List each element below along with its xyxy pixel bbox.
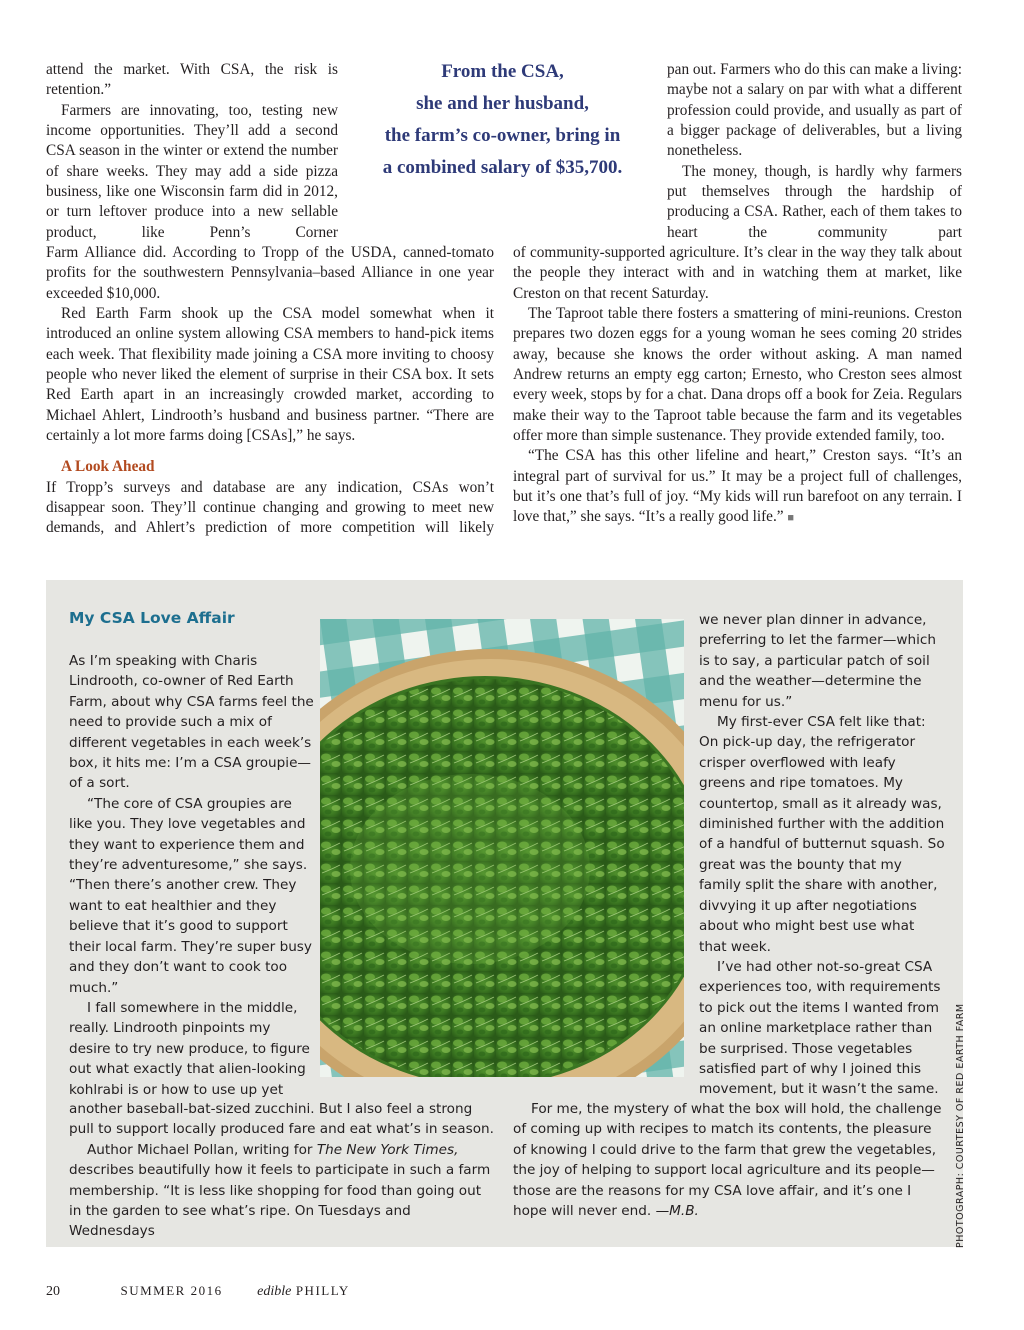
article-paragraph: Red Earth Farm shook up the CSA model somewhat when it introduced an online system allowing CSA members to hand-pick items each week. That flexibility made joining a CSA more inviting to choosy people who never liked the element of surprise in their CSA box. It sets Red Earth apart in an increasingly crowded market, according to Michael Ahlert, Lindrooth’s husband and business partner. “There are certainly a lot more farms doing [CSAs],” he says. [46,305,494,445]
article-paragraph: The money, though, is hardly why farmers put themselves through the hardship of producing a CSA. Rather, each of them takes to heart the community part [667,162,962,241]
pull-quote-line: From the CSA, [441,61,564,82]
sidebar-paragraph: As I’m speaking with Charis Lindrooth, co-owner of Red Earth Farm, about why CSA farms feel the need to provide such a mix of different vegetables in each week’s box, it hits me: I’m a CSA groupie—of a sort. [69,653,314,792]
pollan-intro: Author Michael Pollan, writing for [87,1141,317,1158]
closing-text: For me, the mystery of what the box will hold, the challenge of coming up with recipes to match its contents, the pleasure of knowing I could drive to the farm that grew the vegetables, the joy of helping to support local agriculture and its people—those are the reasons for my CSA love affair, and it’s one I hope will never end. [513,1101,942,1220]
page-footer [46,1283,446,1300]
pull-quote-line: the farm’s co-owner, bring in [384,125,621,146]
sidebar-paragraph: I fall somewhere in the middle, really. Lindrooth pinpoints my desire to try new produce, to figure out what exactly that alien-looking kohlrabi is or how to use up yet [69,999,310,1098]
article-paragraph [513,446,962,528]
article-paragraph: The Taproot table there fosters a smattering of mini-reunions. Creston prepares two dozen eggs for a young woman he sees coming 20 strides away, because she knows the order without asking. A man named Andrew returns an empty egg carton; Ernesto, who Creston sees almost every week, stops by for a chat. Dana drops off a book for Zeia. Regulars make their way to the Taproot table because the farm and its vegetables offer more than simple sustenance. They provide extended family, too. [513,305,962,445]
article-col2-bottom [513,243,962,529]
sidebar-left-column [69,651,315,1100]
sidebar-paragraph [69,1140,497,1242]
article-col1-bottom [46,243,494,539]
sidebar-title: My CSA Love Affair [69,609,235,627]
pollan-quote: describes beautifully how it feels to participate in such a farm membership. “It is less like shopping for food than going out in the garden to see what’s ripe. On Tuesdays and Wednesdays [69,1162,491,1240]
pull-quote-line: a combined salary of $35,700. [382,157,623,178]
brand-edible: edible [257,1284,292,1299]
author-signature: —M.B. [655,1203,699,1220]
brand-philly: PHILLY [295,1283,350,1298]
pull-quote [355,56,650,184]
sidebar-paragraph: I’ve had other not-so-great CSA experiences too, with requirements to pick out the items I wanted from an online marketplace rather than be surprised. Those vegetables satisfied part of why I joined this movement, but it wasn’t the same. [699,958,941,1098]
publication-title: The New York Times, [316,1141,459,1158]
end-mark-icon: ■ [787,512,795,525]
brand-logo [257,1284,350,1299]
sidebar-paragraph: another baseball-bat-sized zucchini. But I also feel a strong pull to support locally produced fare and eat what’s in season. [69,1101,494,1138]
article-paragraph: of community-supported agriculture. It’s clear in the way they talk about the people they interact with and in watching them at market, like Creston on that recent Saturday. [513,244,962,302]
article-paragraph: If Tropp’s surveys and database are any indication, CSAs won’t disappear soon. They’ll continue changing and growing to meet new demands, and Ahlert’s prediction of more competition will likely [46,478,494,537]
issue-label: SUMMER 2016 [120,1283,223,1298]
article-paragraph: attend the market. With CSA, the risk is retention.” [46,61,338,99]
sidebar-bottom-left [69,1099,497,1242]
sidebar-paragraph: “The core of CSA groupies are like you. They love vegetables and they want to experience them and they’re adventuresome,” she says. “Then there’s another crew. They want to eat healthier and they believe that it’s good to support their local farm. They’re super busy and they don’t want to cook too much.” [69,795,312,996]
article-closing-text: “The CSA has this other lifeline and heart,” Creston says. “It’s an integral part of survival for us.” It may be a project full of challenges, but it’s one that’s full of joy. “My kids will run barefoot on any terrain. I love that,” she says. “It’s a really good life.” [513,447,962,526]
section-subhead: A Look Ahead [61,458,155,476]
pea-shoots-photo [320,619,684,1077]
article-paragraph: Farmers are innovating, too, testing new income opportunities. They’ll add a second CSA season in the winter or extend the number of share weeks. They may add a side pizza business, like one Wisconsin farm did in 2012, or turn leftover produce into a new sellable product, like Penn’s Corner [46,101,338,241]
pull-quote-line: she and her husband, [416,93,589,114]
page-number: 20 [46,1284,60,1299]
sidebar-bottom-right [513,1099,943,1221]
sidebar-right-column [699,610,945,1100]
sidebar-paragraph: My first-ever CSA felt like that: On pick-up day, the refrigerator crisper overflowed with leafy greens and ripe tomatoes. My countertop, small as it already was, diminished further with the addition of a handful of butternut squash. So great was the bounty that my family split the share with another, divvying it up after negotiations about who might best use what that week. [699,714,945,955]
article-col3-top [667,60,962,243]
photo-credit: PHOTOGRAPH: COURTESY OF RED EARTH FARM [955,1003,966,1248]
sidebar-photo [320,619,684,1077]
article-col1-top [46,60,338,243]
sidebar-paragraph: we never plan dinner in advance, preferring to let the farmer—which is to say, a particular patch of soil and the weather—determine the menu for us.” [699,612,936,710]
article-paragraph: pan out. Farmers who do this can make a living: maybe not a salary on par with what a different profession could provide, and usually as part of a bigger package of deliverables, but a living nonetheless. [667,61,962,160]
article-paragraph: Farm Alliance did. According to Tropp of the USDA, canned-tomato profits for the southwestern Pennsylvania–based Alliance in one year exceeded $10,000. [46,244,494,302]
sidebar-paragraph [513,1099,943,1221]
